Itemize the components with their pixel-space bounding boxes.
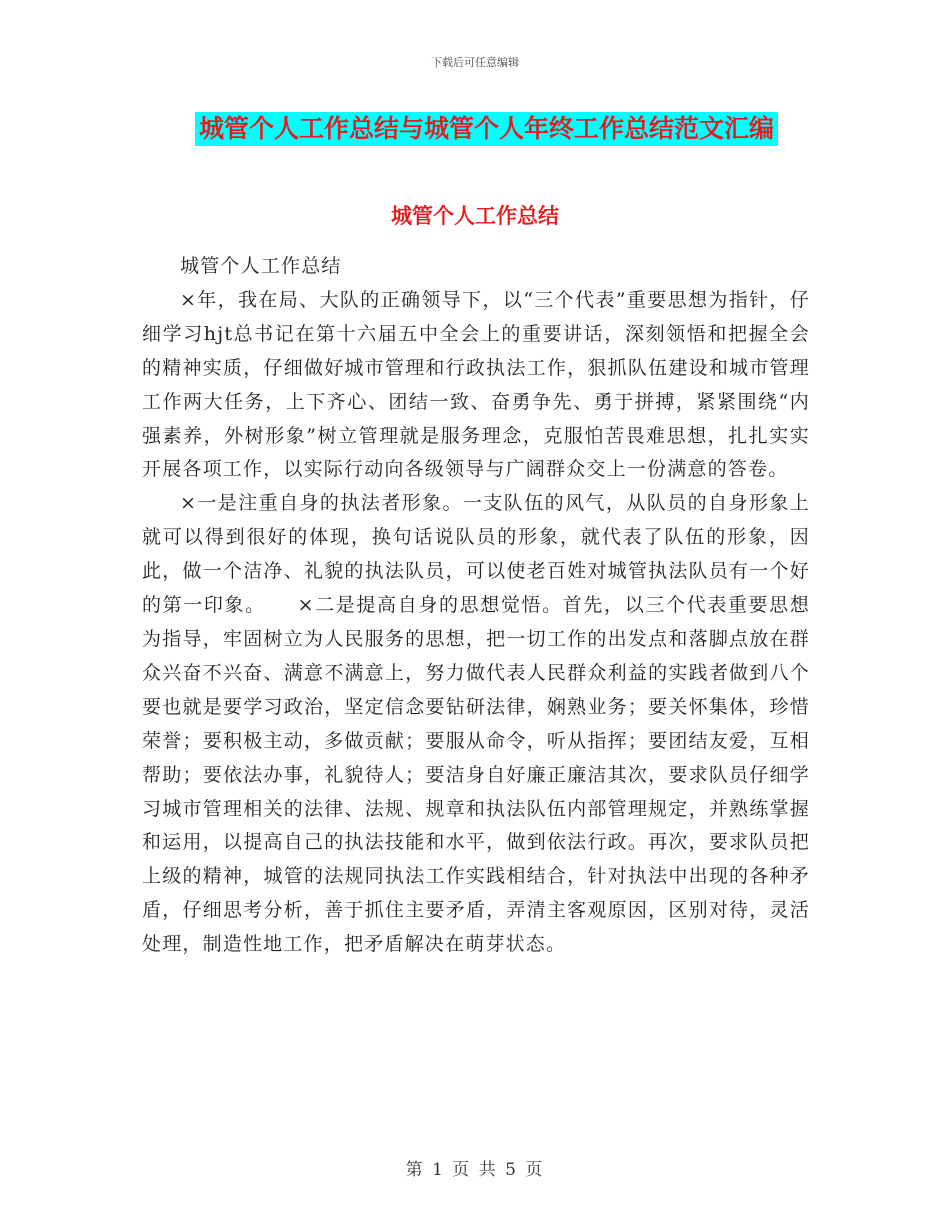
section-title: 城管个人工作总结 [391,204,559,228]
page-number: 第 1 页 共 5 页 [405,1160,545,1180]
header-note: 下载后可任意编辑 [431,56,519,69]
paragraph: ×一是注重自身的执法者形象。一支队伍的风气，从队员的自身形象上就可以得到很好的体现，换句话说队员的形象，就代表了队伍的形象，因此，做一个洁净、礼貌的执法队员，可以使老百姓对城管执法队员有一个好的第一印象。 ×二是提高自身的思想觉悟。首先，以三个代表重要思想为指导，牢固树立为人民服务的思想，把一切工作的出发点和落脚点放在群众兴奋不兴奋、满意不满意上，努力做代表人民群众利益的实践者做到八个要也就是要学习政治，坚定信念要钻研法律，娴熟业务；要关怀集体，珍惜荣誉；要积极主动，多做贡献；要服从命令，听从指挥；要团结友爱，互相帮助；要依法办事，礼貌待人；要洁身自好廉正廉洁其次，要求队员仔细学习城市管理相关的法律、法规、规章和执法队伍内部管理规定，并熟练掌握和运用，以提高自己的执法技能和水平，做到依法行政。再次，要求队员把上级的精神，城管的法规同执法工作实践相结合，针对执法中出现的各种矛盾，仔细思考分析，善于抓住主要矛盾，弄清主客观原因，区别对待，灵活处理，制造性地工作，把矛盾解决在萌芽状态。 [142,492,810,956]
document-body [142,250,810,962]
document-title: 城管个人工作总结与城管个人年终工作总结范文汇编 [195,112,778,146]
paragraph: ×年，我在局、大队的正确领导下，以“三个代表”重要思想为指针，仔细学习hjt总书记在第十六届五中全会上的重要讲话，深刻领悟和把握全会的精神实质，仔细做好城市管理和行政执法工作，狠抓队伍建设和城市管理工作两大任务，上下齐心、团结一致、奋勇争先、勇于拼搏，紧紧围绕“内强素养，外树形象”树立管理就是服务理念，克服怕苦畏难思想，扎扎实实开展各项工作，以实际行动向各级领导与广阔群众交上一份满意的答卷。 [142,288,810,481]
paragraph-heading: 城管个人工作总结 [180,255,342,277]
